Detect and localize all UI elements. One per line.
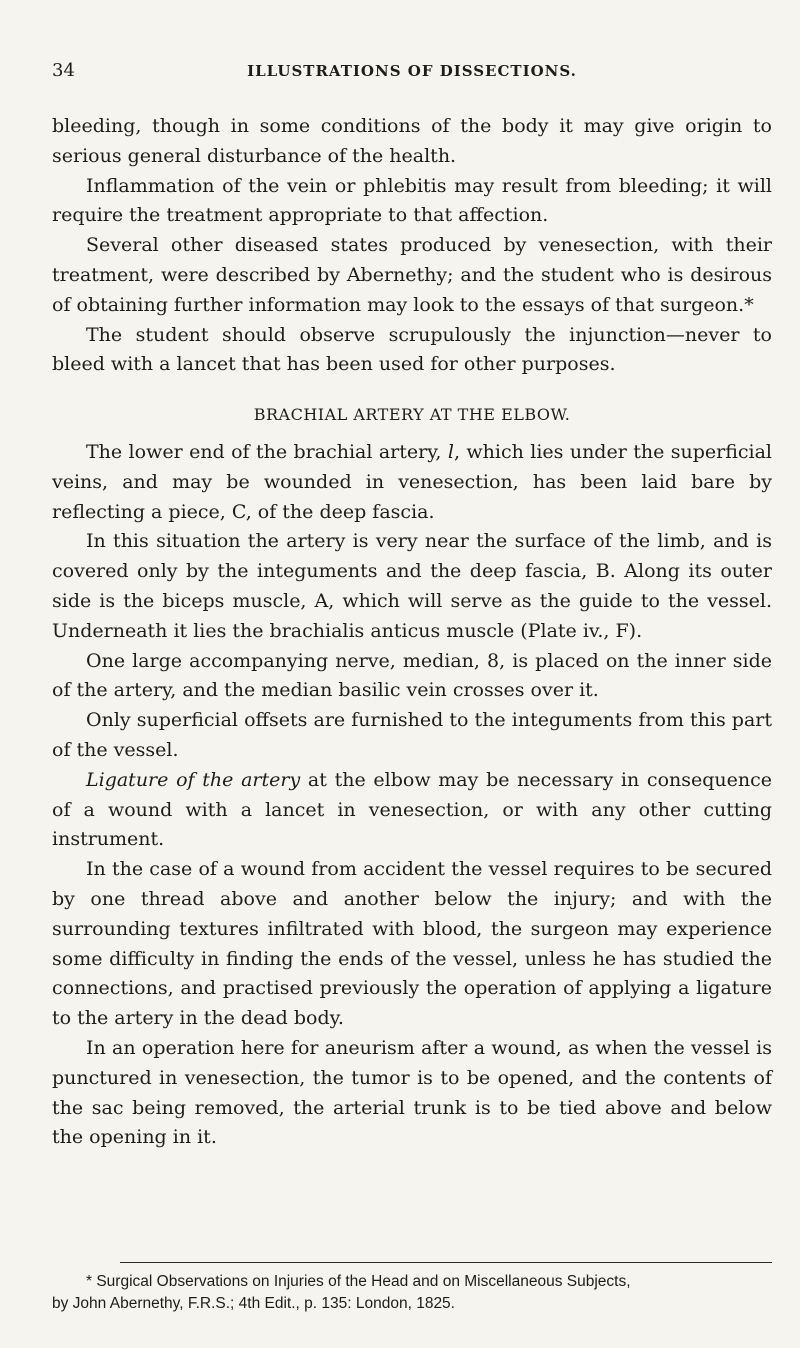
paragraph: bleeding, though in some conditions of the body it may give origin to serious general disturbance of the health.: [52, 115, 772, 167]
paragraph: Inflammation of the vein or phlebitis may result from bleeding; it will require the treatment appropriate to that affection.: [52, 174, 772, 227]
paragraph: Several other diseased states produced by venesection, with their treatment, were described by Abernethy; and the student who is desirous of obtaining further information may look to the essays of that surgeon.*: [52, 234, 772, 316]
footnote: [52, 1271, 772, 1315]
footnote-line: * Surgical Observations on Injuries of the Head and on Miscellaneous Subjects,: [86, 1273, 631, 1290]
footnote-line: by John Abernethy, F.R.S.; 4th Edit., p. 135: London, 1825.: [52, 1295, 455, 1312]
paragraph: The student should observe scrupulously the injunction—never to bleed with a lancet that has been used for other purposes.: [52, 323, 772, 376]
text-run: The lower end of the brachial artery,: [86, 440, 448, 463]
page-header: [52, 60, 772, 90]
page-number: 34: [52, 60, 75, 81]
footnote-rule: [120, 1262, 772, 1263]
paragraph: In an operation here for aneurism after a wound, as when the vessel is punctured in venesection, the tumor is to be opened, and the contents of the sac being removed, the arterial trunk is to be tied above and below the opening in it.: [52, 1036, 772, 1149]
body-text: [52, 112, 772, 1153]
running-title: ILLUSTRATIONS OF DISSECTIONS.: [247, 62, 577, 80]
paragraph: In the case of a wound from accident the vessel requires to be secured by one thread above and another below the injury; and with the surrounding textures infiltrated with blood, the surgeon may experience some difficulty in finding the ends of the vessel, unless he has studied the connections, and practised previously the operation of applying a ligature to the artery in the dead body.: [52, 858, 772, 1030]
italic-letter: l: [447, 440, 454, 463]
text-run: at the elbow may be necessary in consequence of a wound with a lancet in venesection, or with any other cutting instrument.: [52, 768, 773, 851]
paragraph: One large accompanying nerve, median, 8, is placed on the inner side of the artery, and the median basilic vein crosses over it.: [52, 649, 772, 702]
paragraph: [52, 766, 772, 855]
section-heading: BRACHIAL ARTERY AT THE ELBOW.: [253, 405, 571, 425]
text-run: , which lies under the superficial veins, and may be wounded in venesection, has been laid bare by reflecting a piece, C, of the deep fascia.: [52, 440, 772, 523]
italic-phrase: Ligature of the artery: [86, 768, 301, 791]
paragraph: In this situation the artery is very near the surface of the limb, and is covered only by the integuments and the deep fascia, B. Along its outer side is the biceps muscle, A, which will serve as the guide to the vessel. Underneath it lies the brachialis anticus muscle (Plate iv., F).: [52, 530, 772, 642]
paragraph: [52, 438, 772, 527]
paragraph: Only superficial offsets are furnished to the integuments from this part of the vessel.: [52, 709, 772, 761]
